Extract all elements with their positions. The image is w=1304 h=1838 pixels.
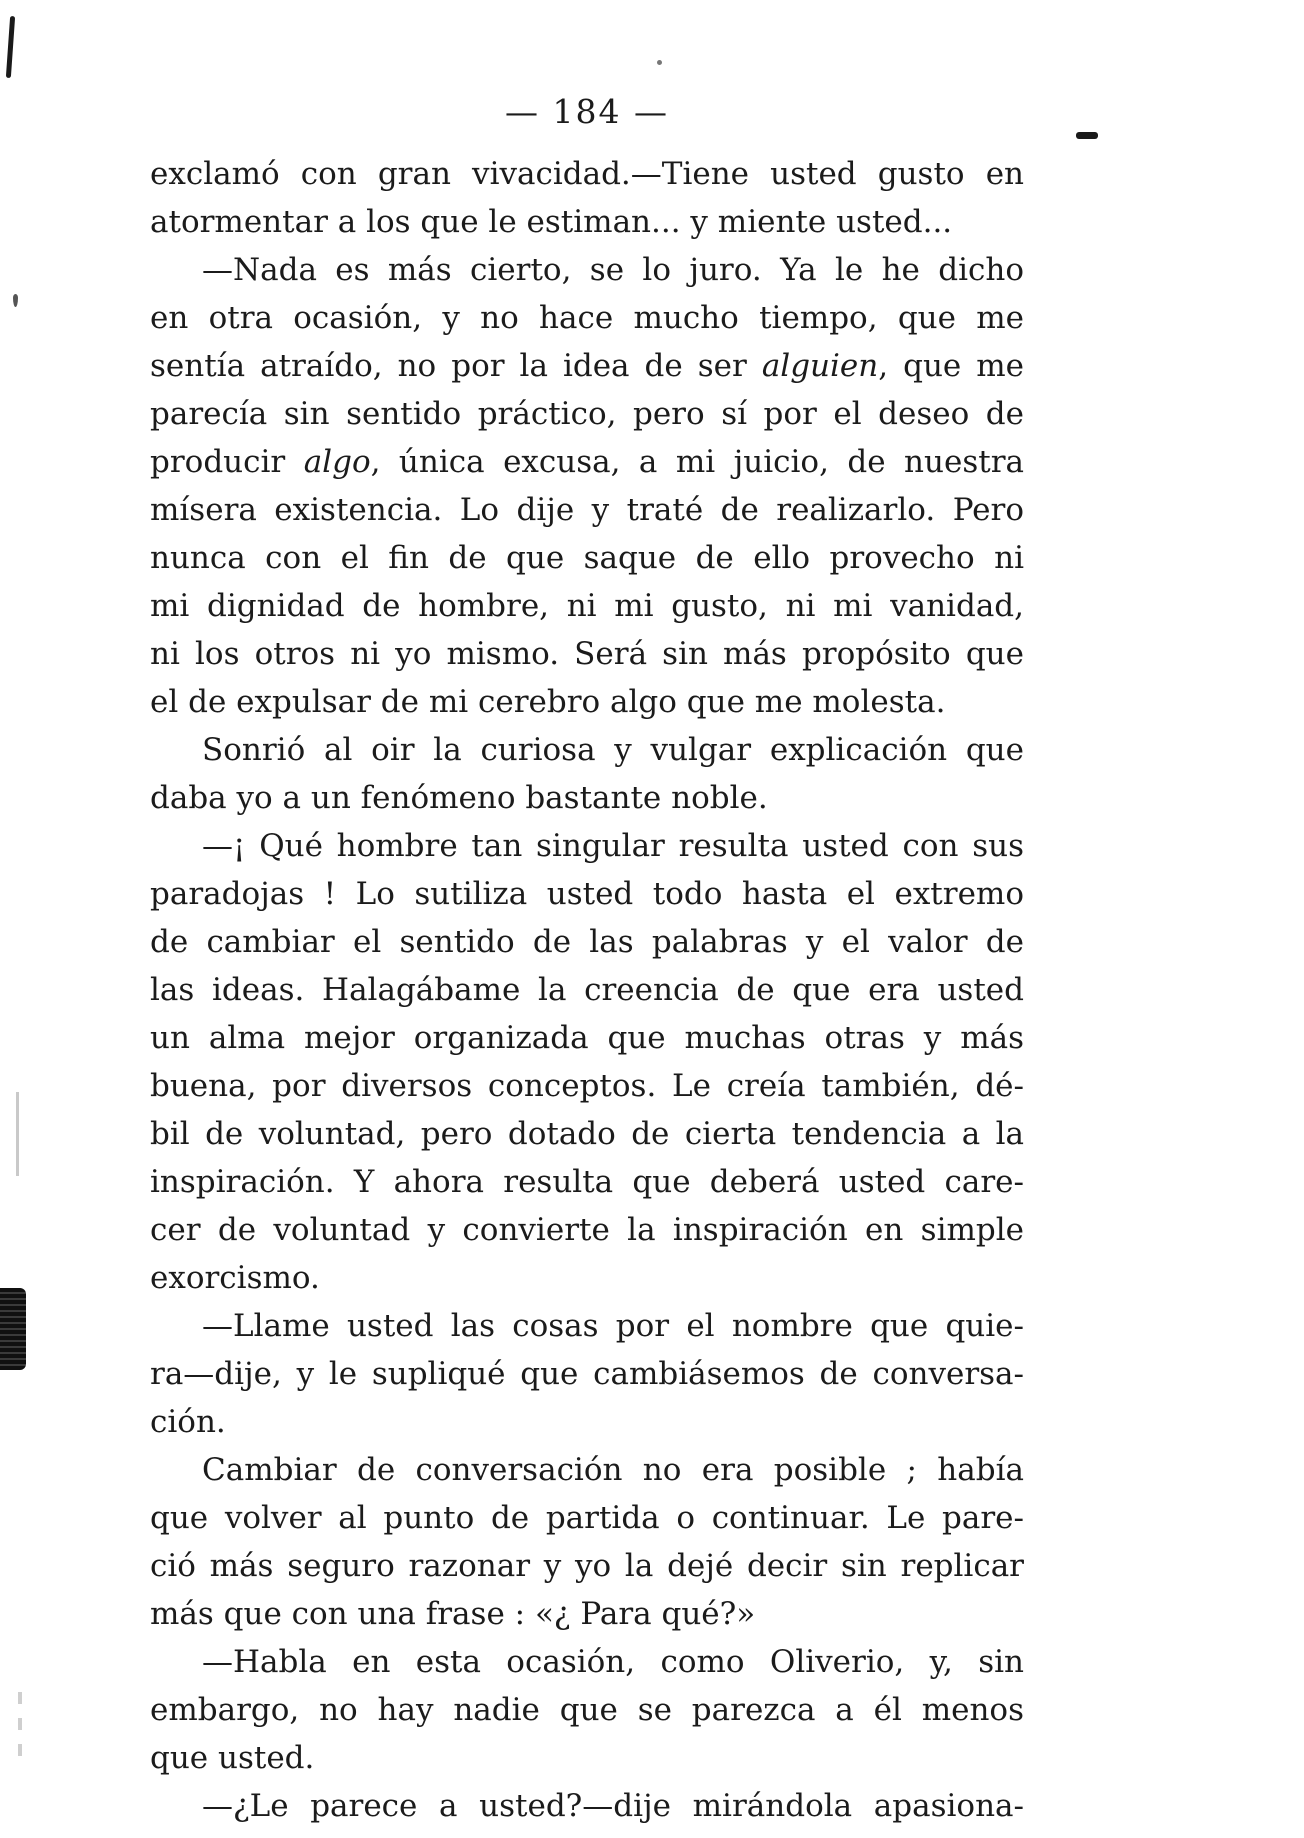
text-line: exorcismo.	[150, 1260, 320, 1296]
text-line: parecía sin sentido práctico, pero sí por el deseo de	[150, 396, 1024, 432]
line-segment: producir	[150, 444, 304, 480]
text-line: bil de voluntad, pero dotado de cierta tendencia a la	[150, 1116, 1024, 1152]
text-line: —¡ Qué hombre tan singular resulta usted con sus	[202, 828, 1024, 864]
page-text-block	[150, 88, 1024, 1830]
text-line: Cambiar de conversación no era posible ; había	[202, 1452, 1024, 1488]
paragraph	[150, 1446, 1024, 1638]
text-line: —Habla en esta ocasión, como Oliverio, y, sin	[202, 1644, 1024, 1680]
paragraph	[150, 1782, 1024, 1830]
line-segment: , única excusa, a mi juicio, de nuestra	[370, 444, 1024, 480]
text-line: cer de voluntad y convierte la inspiración en simple	[150, 1212, 1024, 1248]
text-line: ció más seguro razonar y yo la dejé decir sin replicar	[150, 1548, 1024, 1584]
text-line: las ideas. Halagábame la creencia de que era usted	[150, 972, 1024, 1008]
text-line: atormentar a los que le estiman... y miente usted...	[150, 204, 953, 240]
text-line: ción.	[150, 1404, 226, 1440]
text-line: —¿Le parece a usted?—dije mirándola apasiona-	[202, 1788, 1024, 1824]
text-line: daba yo a un fenómeno bastante noble.	[150, 780, 768, 816]
paragraph	[150, 1302, 1024, 1446]
paragraph	[150, 822, 1024, 1302]
text-line: que usted.	[150, 1740, 315, 1776]
line-segment: sentía atraído, no por la idea de ser	[150, 348, 762, 384]
text-line: —Nada es más cierto, se lo juro. Ya le he dicho	[202, 252, 1024, 288]
text-line	[150, 438, 1024, 486]
scan-artifact-bottom-marks	[18, 1692, 22, 1770]
text-line: mísera existencia. Lo dije y traté de realizarlo. Pero	[150, 492, 1024, 528]
paragraph	[150, 150, 1024, 246]
page-number: — 184 —	[505, 92, 669, 131]
paragraph	[150, 246, 1024, 726]
text-line: ni los otros ni yo mismo. Será sin más propósito que	[150, 636, 1024, 672]
text-line: de cambiar el sentido de las palabras y el valor de	[150, 924, 1024, 960]
text-line: Sonrió al oir la curiosa y vulgar explicación que	[202, 732, 1024, 768]
text-line: que volver al punto de partida o continuar. Le pare-	[150, 1500, 1024, 1536]
scan-artifact-faint-line	[16, 1092, 19, 1176]
text-line: mi dignidad de hombre, ni mi gusto, ni mi vanidad,	[150, 588, 1024, 624]
text-line: paradojas ! Lo sutiliza usted todo hasta el extremo	[150, 876, 1024, 912]
italic-word: algo	[303, 444, 371, 480]
text-line: nunca con el fin de que saque de ello provecho ni	[150, 540, 1024, 576]
scan-artifact-right-dash	[1076, 132, 1098, 139]
text-line: inspiración. Y ahora resulta que deberá usted care-	[150, 1164, 1024, 1200]
text-line: en otra ocasión, y no hace mucho tiempo, que me	[150, 300, 1024, 336]
text-line: —Llame usted las cosas por el nombre que quie-	[202, 1308, 1024, 1344]
scan-artifact-pen-stroke	[6, 16, 15, 78]
scan-artifact-dot	[657, 60, 662, 65]
text-line: ra—dije, y le supliqué que cambiásemos de conversa-	[150, 1356, 1024, 1392]
scan-artifact-speck	[13, 294, 18, 307]
text-line: embargo, no hay nadie que se parezca a él menos	[150, 1692, 1024, 1728]
text-line: un alma mejor organizada que muchas otras y más	[150, 1020, 1024, 1056]
scan-artifact-ink-blob	[0, 1288, 26, 1370]
paragraph	[150, 726, 1024, 822]
text-line: más que con una frase : «¿ Para qué?»	[150, 1596, 756, 1632]
italic-word: alguien	[761, 348, 879, 384]
text-line: buena, por diversos conceptos. Le creía también, dé-	[150, 1068, 1024, 1104]
text-line: exclamó con gran vivacidad.—Tiene usted gusto en	[150, 156, 1024, 192]
paragraph	[150, 1638, 1024, 1782]
text-line	[150, 342, 1024, 390]
line-segment: , que me	[878, 348, 1025, 384]
text-line: el de expulsar de mi cerebro algo que me molesta.	[150, 684, 946, 720]
